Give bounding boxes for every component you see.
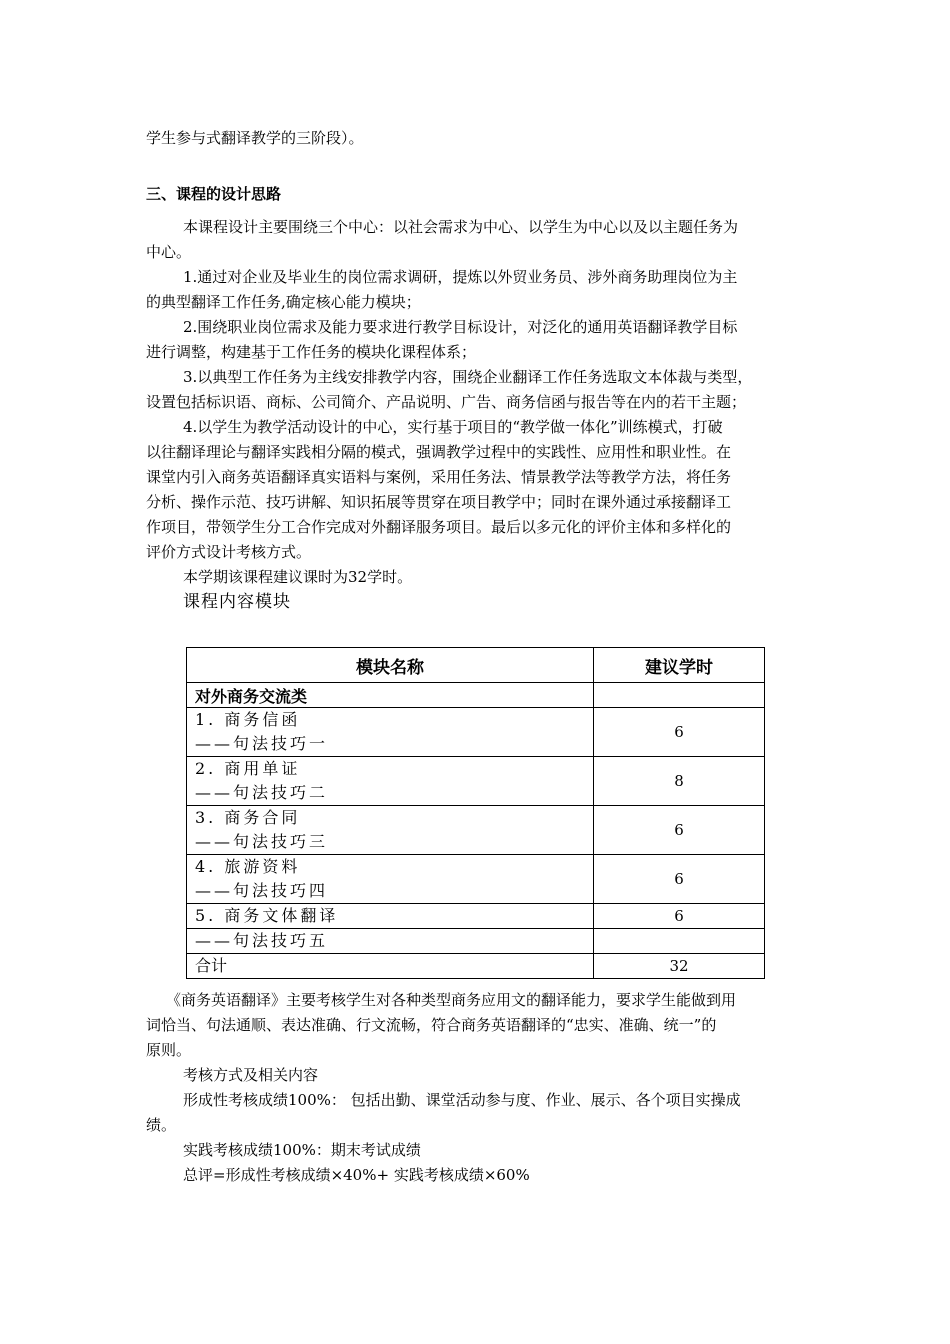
course-module-table [186, 647, 765, 979]
paragraph-line: 课堂内引入商务英语翻译真实语料与案例，采用任务法、情景教学法等教学方法，将任务 [146, 468, 732, 486]
total-hours: 32 [594, 954, 765, 979]
module-hours: 8 [594, 757, 765, 806]
module-sub: ——句法技巧一 [195, 734, 329, 753]
paragraph-line: 实践考核成绩100%：期末考试成绩 [183, 1141, 421, 1159]
table-row [187, 855, 765, 904]
module-sub: ——句法技巧五 [187, 929, 594, 954]
paragraph-line: 绩。 [146, 1116, 177, 1134]
table-caption: 课程内容模块 [183, 592, 291, 612]
table-row [187, 806, 765, 855]
paragraph-line: 本课程设计主要围绕三个中心：以社会需求为中心、以学生为中心以及以主题任务为 [183, 218, 739, 236]
paragraph-line: 作项目，带领学生分工合作完成对外翻译服务项目。最后以多元化的评价主体和多样化的 [146, 518, 732, 536]
paragraph-line: 1.通过对企业及毕业生的岗位需求调研，提炼以外贸业务员、涉外商务助理岗位为主 [183, 268, 738, 286]
module-cell [187, 806, 594, 855]
module-name: 1. 商务信函 [195, 710, 301, 729]
header-suggested-hours: 建议学时 [594, 648, 765, 683]
category-hours [594, 683, 765, 708]
module-name: 4. 旅游资料 [195, 857, 301, 876]
module-name: 3. 商务合同 [195, 808, 301, 827]
paragraph-line: 2.围绕职业岗位需求及能力要求进行教学目标设计，对泛化的通用英语翻译教学目标 [183, 318, 738, 336]
paragraph-line: 形成性考核成绩100%： 包括出勤、课堂活动参与度、作业、展示、各个项目实操成 [183, 1091, 741, 1109]
paragraph-line: 进行调整，构建基于工作任务的模块化课程体系； [146, 343, 477, 361]
category-label: 对外商务交流类 [187, 683, 594, 708]
table-header-row [187, 648, 765, 683]
paragraph-line: 以往翻译理论与翻译实践相分隔的模式，强调教学过程中的实践性、应用性和职业性。在 [146, 443, 732, 461]
paragraph-line: 评价方式设计考核方式。 [146, 543, 312, 561]
module-hours [594, 929, 765, 954]
category-row [187, 683, 765, 708]
module-hours: 6 [594, 855, 765, 904]
paragraph-line: 中心。 [146, 243, 192, 261]
total-row [187, 954, 765, 979]
module-cell [187, 708, 594, 757]
module-name: 5. 商务文体翻译 [187, 904, 594, 929]
total-label: 合计 [187, 954, 594, 979]
paragraph-line: 本学期该课程建议课时为32学时。 [183, 568, 413, 586]
paragraph-line: 原则。 [146, 1041, 192, 1059]
module-hours: 6 [594, 806, 765, 855]
module-hours: 6 [594, 708, 765, 757]
paragraph-line: 总评=形成性考核成绩×40%+ 实践考核成绩×60% [183, 1166, 530, 1184]
paragraph-line: 3.以典型工作任务为主线安排教学内容，围绕企业翻译工作任务选取文本体裁与类型， [183, 368, 753, 386]
paragraph-line: 学生参与式翻译教学的三阶段）。 [146, 129, 364, 147]
header-module-name: 模块名称 [187, 648, 594, 683]
table-row [187, 904, 765, 929]
paragraph-line: 4.以学生为教学活动设计的中心，实行基于项目的“教学做一体化”训练模式，打破 [183, 418, 723, 436]
section-heading: 三、课程的设计思路 [146, 185, 282, 203]
module-cell [187, 757, 594, 806]
paragraph-line: 分析、操作示范、技巧讲解、知识拓展等贯穿在项目教学中；同时在课外通过承接翻译工 [146, 493, 732, 511]
subheading: 考核方式及相关内容 [183, 1066, 319, 1084]
paragraph-line: 设置包括标识语、商标、公司简介、产品说明、广告、商务信函与报告等在内的若干主题； [146, 393, 747, 411]
module-sub: ——句法技巧四 [195, 881, 329, 900]
paragraph-line: 的典型翻译工作任务,确定核心能力模块； [146, 293, 421, 311]
module-hours: 6 [594, 904, 765, 929]
module-name: 2. 商用单证 [195, 759, 301, 778]
table-row [187, 929, 765, 954]
module-sub: ——句法技巧三 [195, 832, 329, 851]
paragraph-line: 词恰当、句法通顺、表达准确、行文流畅，符合商务英语翻译的“忠实、准确、统一”的 [146, 1016, 717, 1034]
module-sub: ——句法技巧二 [195, 783, 329, 802]
module-cell [187, 855, 594, 904]
paragraph-line: 《商务英语翻译》主要考核学生对各种类型商务应用文的翻译能力，要求学生能做到用 [166, 991, 737, 1009]
table-row [187, 708, 765, 757]
table-row [187, 757, 765, 806]
